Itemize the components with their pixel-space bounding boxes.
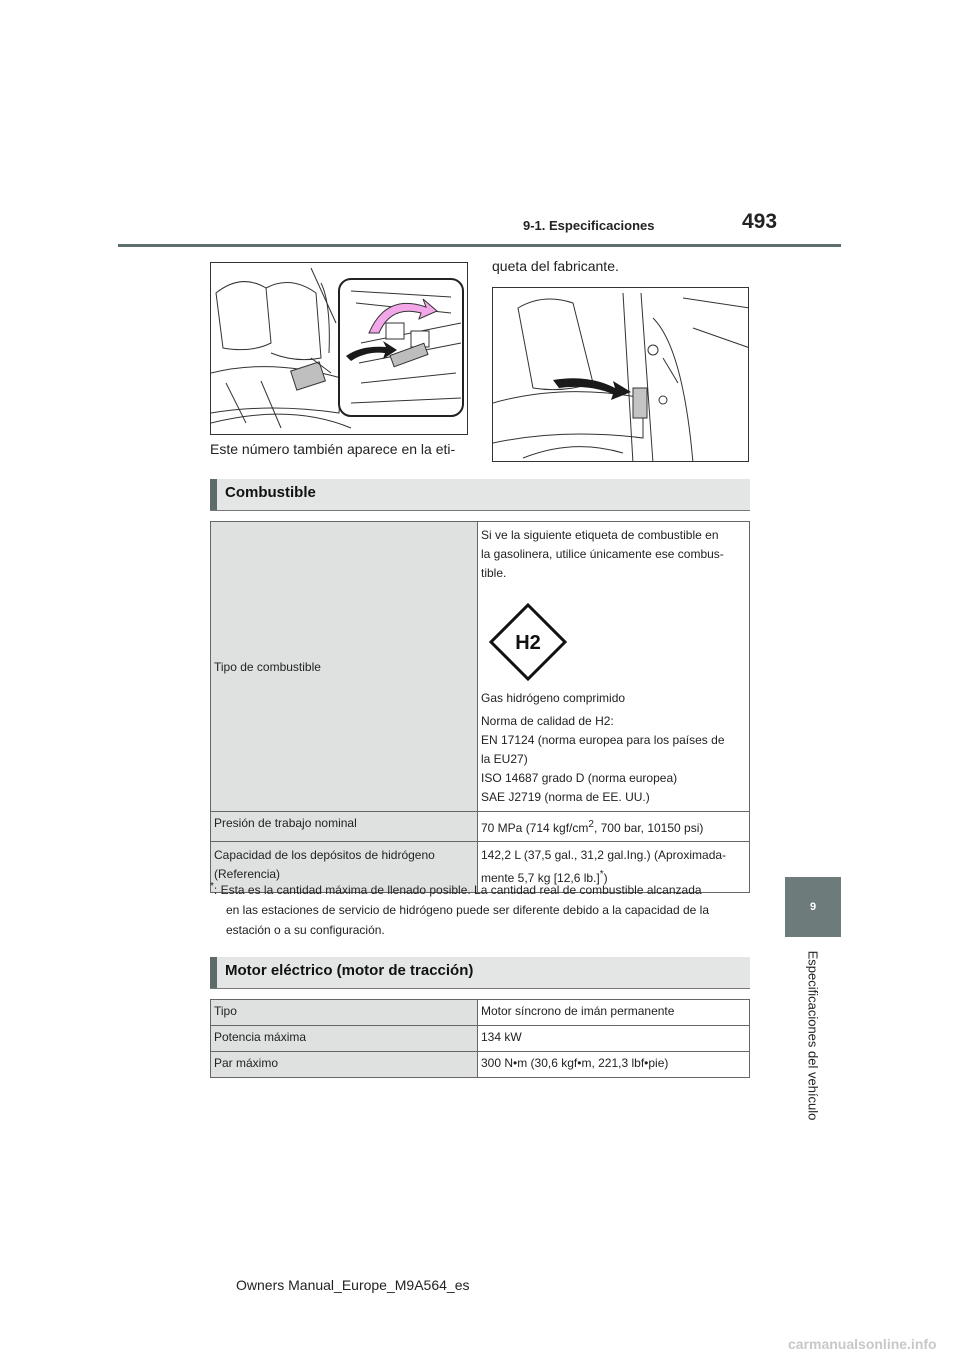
pressure-label: Presión de trabajo nominal xyxy=(211,812,478,842)
quality-line: SAE J2719 (norma de EE. UU.) xyxy=(481,790,650,804)
motor-heading: Motor eléctrico (motor de tracción) xyxy=(210,957,750,988)
chapter-label: Especificaciones del vehículo xyxy=(805,950,821,1120)
quality-line: EN 17124 (norma europea para los países de xyxy=(481,733,725,747)
section-title: 9-1. Especificaciones xyxy=(523,218,655,233)
door-label-illustration xyxy=(492,287,749,462)
table-row xyxy=(211,522,750,812)
fuel-type-label: Tipo de combustible xyxy=(211,522,478,812)
chapter-tab[interactable] xyxy=(785,877,841,937)
body-text-right: queta del fabricante. xyxy=(492,258,619,274)
max-torque-value: 300 N•m (30,6 kgf•m, 221,3 lbf•pie) xyxy=(478,1052,750,1078)
fuel-spec-table xyxy=(210,521,750,893)
table-row xyxy=(211,812,750,842)
quality-line: ISO 14687 grado D (norma europea) xyxy=(481,771,678,785)
capacity-label: Capacidad de los depósitos de hidrógeno (Referencia) xyxy=(211,842,478,893)
fuel-intro-line: tible. xyxy=(481,566,507,580)
max-power-label: Potencia máxima xyxy=(211,1026,478,1052)
combustible-heading: Combustible xyxy=(210,479,750,510)
page-number: 493 xyxy=(742,210,778,233)
section-divider xyxy=(210,510,750,511)
table-row xyxy=(211,1000,750,1026)
footer-manual-id: Owners Manual_Europe_M9A564_es xyxy=(236,1277,470,1293)
h2-label-text: H2 xyxy=(515,632,541,654)
table-row xyxy=(211,1052,750,1078)
quality-line: Norma de calidad de H2: xyxy=(481,714,614,728)
body-text-left: Este número también aparece en la eti- xyxy=(210,441,456,457)
seat-label-illustration xyxy=(210,262,468,435)
motor-type-label: Tipo xyxy=(211,1000,478,1026)
fuel-type-value xyxy=(478,522,750,812)
chapter-number: 9 xyxy=(809,901,817,913)
max-torque-label: Par máximo xyxy=(211,1052,478,1078)
header-divider xyxy=(118,244,841,247)
table-row xyxy=(211,1026,750,1052)
fuel-intro-line: la gasolinera, utilice únicamente ese combus- xyxy=(481,547,724,561)
watermark: carmanualsonline.info xyxy=(788,1336,937,1352)
section-divider xyxy=(210,988,750,989)
motor-type-value: Motor síncrono de imán permanente xyxy=(478,1000,750,1026)
fuel-name: Gas hidrógeno comprimido xyxy=(481,691,626,705)
quality-line: la EU27) xyxy=(481,752,528,766)
max-power-value: 134 kW xyxy=(478,1026,750,1052)
fuel-intro-line: Si ve la siguiente etiqueta de combustible en xyxy=(481,528,719,542)
motor-spec-table xyxy=(210,999,750,1078)
footnote: *: Esta es la cantidad máxima de llenado posible. La cantidad real de combustible alcanzada en las estaciones de servicio de hidrógeno puede ser diferente debido a la capacidad de la estación o a su configuración. xyxy=(210,881,709,937)
capacity-value: 142,2 L (37,5 gal., 31,2 gal.Ing.) (Aproximada- mente 5,7 kg [12,6 lb.]*) xyxy=(478,842,750,893)
h2-fuel-label-icon xyxy=(483,597,573,687)
pressure-value: 70 MPa (714 kgf/$cm^2$, 700 bar, 10150 psi) xyxy=(478,812,750,842)
